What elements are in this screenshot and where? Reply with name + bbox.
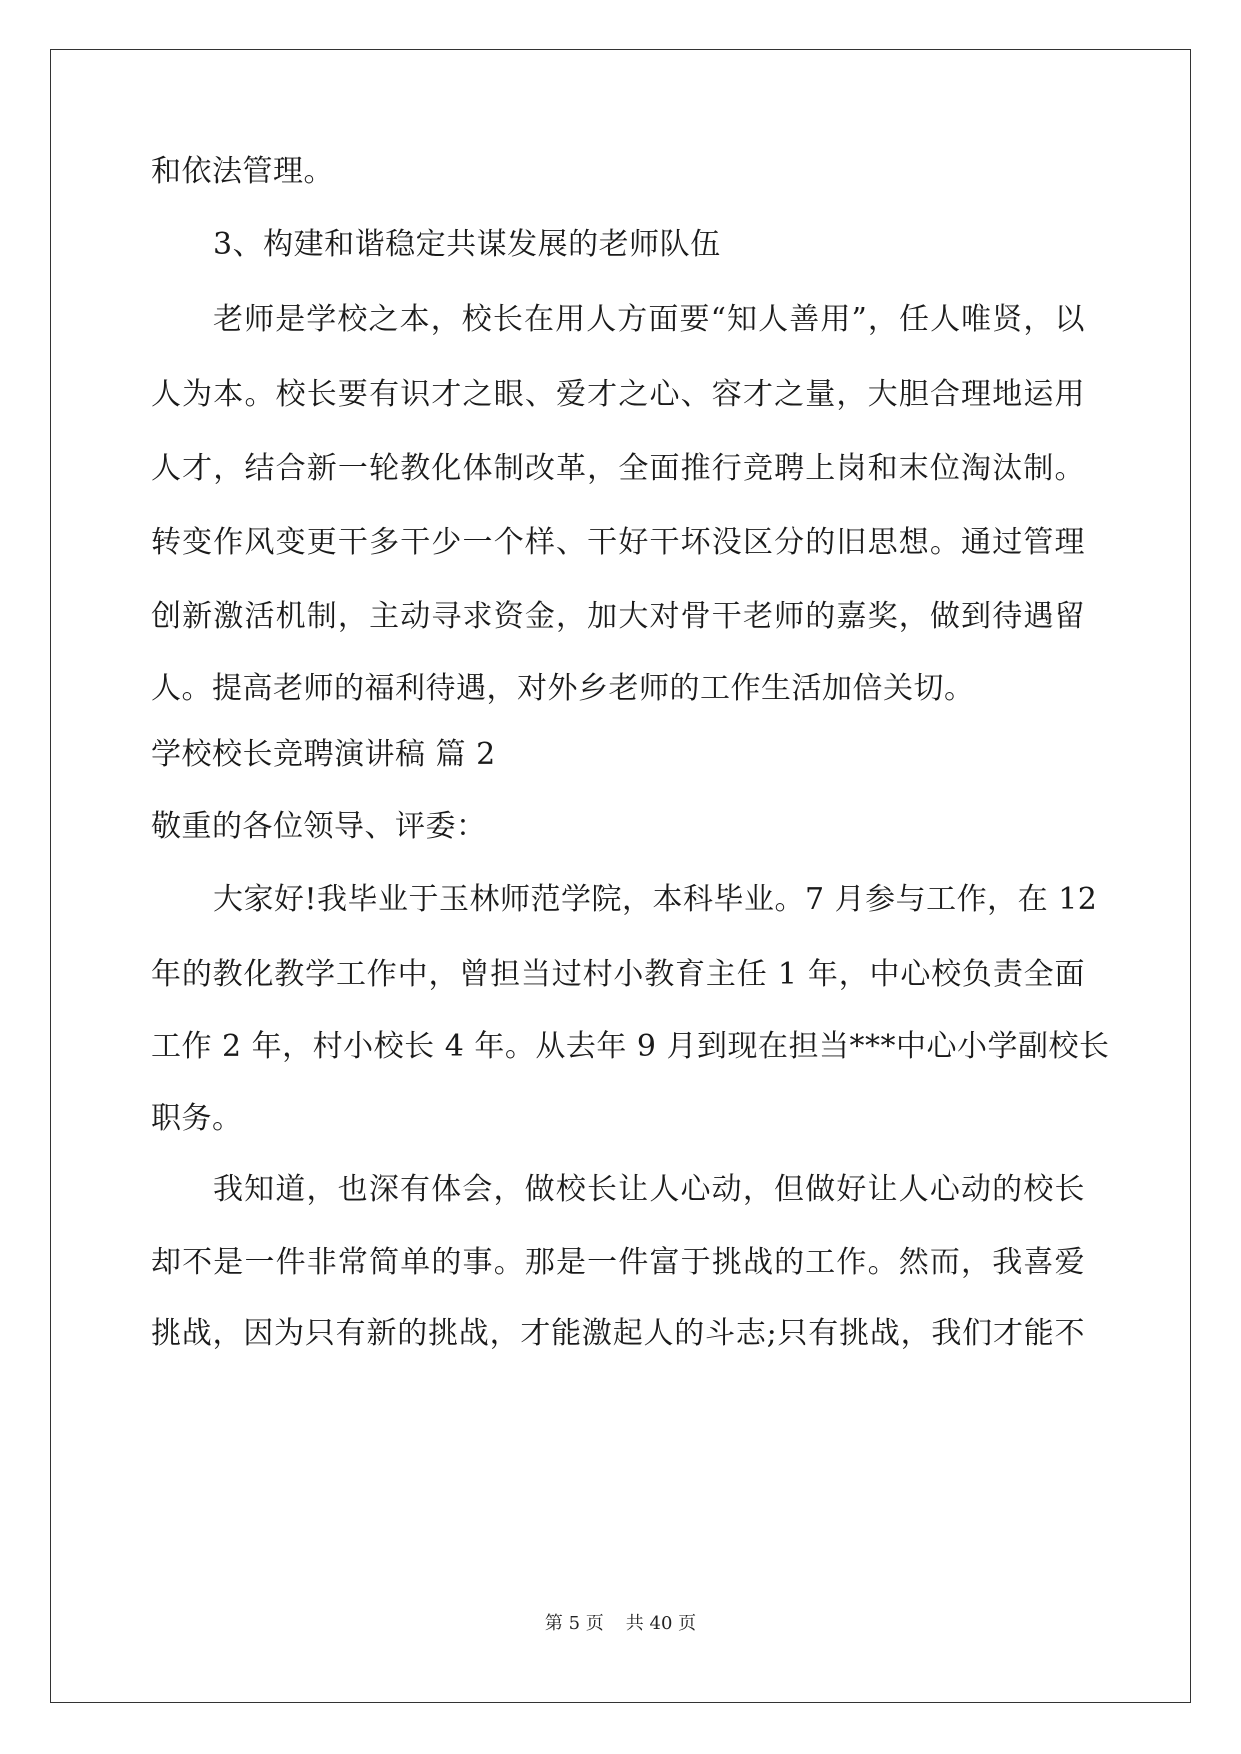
paragraph-line: 挑战，因为只有新的挑战，才能激起人的斗志;只有挑战，我们才能不 xyxy=(151,1316,1085,1351)
paragraph-line: 职务。 xyxy=(151,1101,243,1136)
paragraph-line: 老师是学校之本，校长在用人方面要“知人善用”，任人唯贤，以 xyxy=(213,302,1085,337)
paragraph-line: 转变作风变更干多干少一个样、干好干坏没区分的旧思想。通过管理 xyxy=(151,525,1085,560)
paragraph-line: 人。提高老师的福利待遇，对外乡老师的工作生活加倍关切。 xyxy=(151,671,975,706)
paragraph-line: 人才，结合新一轮教化体制改革，全面推行竞聘上岗和末位淘汰制。 xyxy=(151,451,1085,486)
page-border xyxy=(50,49,1191,1703)
paragraph-line: 大家好!我毕业于玉林师范学院，本科毕业。7 月参与工作，在 12 xyxy=(213,882,1098,917)
page-footer xyxy=(0,1612,1241,1636)
paragraph-line: 我知道，也深有体会，做校长让人心动，但做好让人心动的校长 xyxy=(213,1172,1085,1207)
paragraph-line: 和依法管理。 xyxy=(151,154,334,189)
page-number: 第 5 页 xyxy=(544,1613,604,1634)
page-total: 共 40 页 xyxy=(625,1613,697,1634)
salutation: 敬重的各位领导、评委： xyxy=(151,809,487,844)
paragraph-line: 工作 2 年，村小校长 4 年。从去年 9 月到现在担当***中心小学副校长 xyxy=(151,1029,1110,1064)
paragraph-line: 却不是一件非常简单的事。那是一件富于挑战的工作。然而，我喜爱 xyxy=(151,1245,1085,1280)
section-heading: 3、构建和谐稳定共谋发展的老师队伍 xyxy=(213,227,721,262)
article-title: 学校校长竞聘演讲稿 篇 2 xyxy=(151,737,496,772)
paragraph-line: 年的教化教学工作中，曾担当过村小教育主任 1 年，中心校负责全面 xyxy=(151,957,1085,992)
paragraph-line: 创新激活机制，主动寻求资金，加大对骨干老师的嘉奖，做到待遇留 xyxy=(151,599,1085,634)
paragraph-line: 人为本。校长要有识才之眼、爱才之心、容才之量，大胆合理地运用 xyxy=(151,377,1085,412)
